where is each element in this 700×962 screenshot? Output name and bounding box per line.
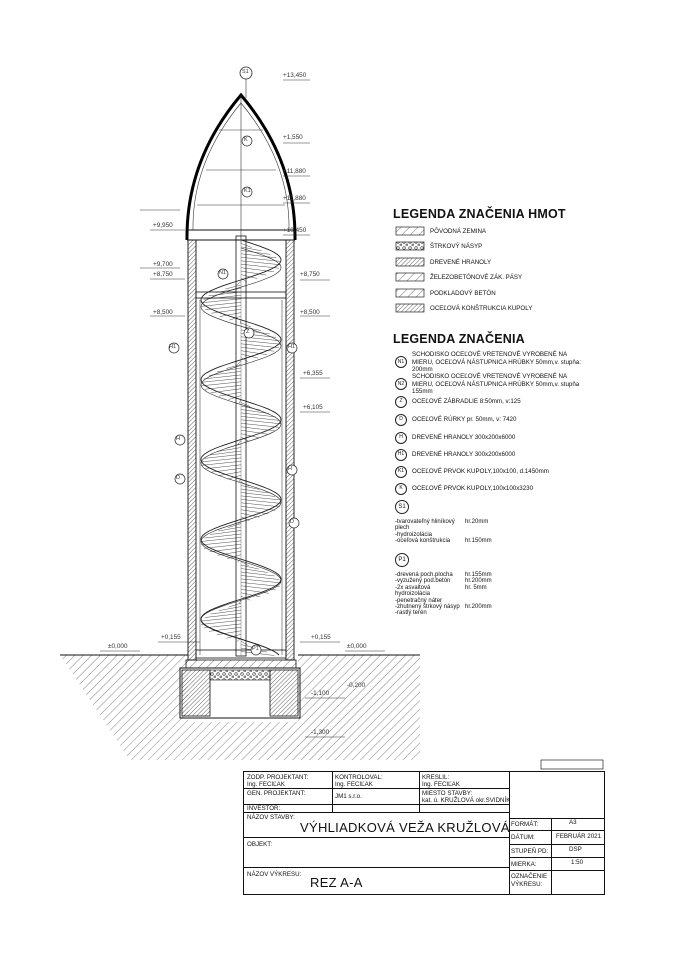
nazov-stavby-value: VÝHLIADKOVÁ VEŽA KRUŽLOVÁ <box>300 820 510 835</box>
layer-thickness: hr.200mm <box>465 604 492 611</box>
level-10450: +10,450 <box>283 227 307 234</box>
title-block <box>243 771 605 895</box>
kontroloval-value: Ing. FECIĽAK <box>335 781 373 788</box>
nazov-stavby-label: NÁZOV STAVBY: <box>247 814 295 821</box>
legend-mark-symbol: H1 <box>395 449 407 461</box>
tag-p1-label: P1 <box>252 646 259 652</box>
format-value: A3 <box>569 819 577 826</box>
section-s1-layers <box>395 519 492 545</box>
datum-value: FEBRUÁR 2021 <box>556 833 602 840</box>
stair-tread <box>201 458 241 462</box>
tag-d-left-label: D <box>176 475 180 481</box>
tag-h-left-label: H <box>176 436 180 442</box>
nazov-vykresu-label: NÁZOV VÝKRESU: <box>247 871 302 878</box>
stair-tread <box>205 385 241 389</box>
tag-n1-label: N1 <box>219 270 227 276</box>
layer-name: -rastlý terén <box>395 610 427 617</box>
level-8500-a: +8,500 <box>153 309 173 316</box>
stair-tread <box>241 406 260 410</box>
level-6105: +6,105 <box>303 404 323 411</box>
legend-material-item: ŽELEZOBETÓNOVÉ ZÁK. PÁSY <box>430 274 523 281</box>
tag-k1-label: K1 <box>244 188 251 194</box>
layer-name: -penetračný náter <box>395 597 443 604</box>
tag-s1-label: S1 <box>242 69 249 75</box>
layer-thickness: hr.155mm <box>465 572 492 578</box>
nazov-vykresu-value: REZ A-A <box>310 875 363 890</box>
stair-tread <box>241 264 279 268</box>
legend-material-item: OCEĽOVÁ KONŠTRUKCIA KUPOLY <box>430 305 533 312</box>
layer-name: -drevená poch.plocha <box>395 572 453 578</box>
legend-mark-symbol: H <box>395 432 407 444</box>
stair-tread <box>205 534 242 538</box>
vykresu-label: VÝKRESU: <box>511 881 543 888</box>
legend-mark-text: OCEĽOVÉ PRVOK KUPOLY,100x100, d.1450mm <box>412 468 549 476</box>
stair-tread <box>201 620 241 624</box>
stair-tread <box>241 344 279 348</box>
level-0155-a: +0,155 <box>161 634 181 641</box>
legend-mark-text: SCHODISKO OCEĽOVÉ VRETENOVÉ VYROBENÉ NA MIERU, OCEĽOVÁ NÁSTUPNICA HRÚBKY 50mm,v. stupňa: 200mm <box>412 351 581 373</box>
legend-mark-text: OCEĽOVÉ RÚRKY pr. 50mm, v: 7420 <box>412 416 517 424</box>
legend-materials-title: LEGENDA ZNAČENIA HMOT <box>393 207 566 221</box>
foundation <box>180 660 300 718</box>
stair-tread <box>241 416 280 420</box>
kreslil-label: KRESLIL: <box>422 774 450 781</box>
stair-tread <box>201 378 241 382</box>
legend-mark-symbol: N2 <box>395 378 407 390</box>
layer-name: -2x asvaltová hydroizolácia <box>395 584 431 598</box>
stair-tread <box>241 486 260 490</box>
level-11880-b: +11,880 <box>283 195 306 202</box>
layer-name: -tvarovateľný hliníkový plech <box>395 519 455 532</box>
level-6355: +6,355 <box>303 370 323 377</box>
level-11880-a: +11,880 <box>283 168 306 175</box>
legend-mark-symbol: K1 <box>395 466 407 478</box>
stair-tread <box>217 368 241 372</box>
section-p1-tag: P1 <box>395 553 409 567</box>
stair-tread <box>202 382 241 386</box>
level-1550: +1,550 <box>283 134 303 141</box>
stair-tread <box>241 340 281 344</box>
legend-mark-item <box>395 373 585 396</box>
oznacenie-label: OZNAČENIE <box>511 873 548 880</box>
level-8750-a: +8,750 <box>153 271 173 278</box>
legend-material-item: PÔVODNÁ ZEMINA <box>430 228 487 235</box>
kreslil-value: Ing. FECIĽAK <box>422 781 460 788</box>
objekt-label: OBJEKT: <box>247 841 273 848</box>
legend-mark-item <box>395 351 585 374</box>
legend-mark-text: DREVENÉ HRANOLY 300x200x6000 <box>412 451 516 459</box>
stair-tread <box>241 261 281 265</box>
stair-tread <box>241 482 249 486</box>
tag-d-right-label: D <box>290 519 294 525</box>
stair-tread <box>241 641 248 645</box>
level-0155-b: +0,155 <box>311 634 331 641</box>
section-s1-tag: S1 <box>395 500 409 514</box>
level-0000-b: ±0,000 <box>347 643 367 650</box>
stair-tread <box>237 361 241 365</box>
stair-tread <box>204 624 241 628</box>
legend-marks-title: LEGENDA ZNAČENIA <box>393 332 525 346</box>
legend-mark-text: OCEĽOVÉ PRVOK KUPOLY,100x100x3230 <box>412 485 534 493</box>
stair-tread <box>241 503 280 507</box>
level-8750-b: +8,750 <box>300 271 320 278</box>
stair-tread <box>204 544 241 548</box>
miesto-value: kat. ú. KRUŽLOVÁ okr.SVIDNÍK <box>422 797 511 804</box>
dome-roof <box>187 95 295 240</box>
stair-tread <box>218 448 242 452</box>
level-minus-1300: -1,300 <box>311 729 330 736</box>
legend-mark-symbol: D <box>395 414 407 426</box>
stair-tread <box>218 527 241 531</box>
legend-mark-symbol: N1 <box>395 356 407 368</box>
tag-h-right-label: H <box>288 466 292 472</box>
legend-mark-text: DREVENÉ HRANOLY 300x200x6000 <box>412 434 516 442</box>
mierka-value: 1:50 <box>571 859 584 866</box>
gen-value: JM1 s.r.o. <box>335 793 362 800</box>
layer-thickness: hr.20mm <box>465 519 489 525</box>
stair-tread <box>241 420 281 424</box>
legend-mark-item <box>395 432 585 444</box>
mierka-label: MIERKA: <box>511 861 537 868</box>
stair-tread <box>241 569 268 573</box>
investor-label: INVESTOR: <box>247 805 281 812</box>
stair-tread <box>236 282 241 286</box>
tag-z-label: Z <box>246 329 250 335</box>
layer-thickness: hr.150mm <box>465 538 492 545</box>
layer-thickness: hr.200mm <box>465 578 492 585</box>
title-block-stamp-box <box>541 760 603 769</box>
legend-mark-item <box>395 449 585 461</box>
stair-tread <box>241 489 268 493</box>
gen-label: GEN. PROJEKTANT: <box>247 790 306 797</box>
stair-tread <box>218 472 241 476</box>
zodp-label: ZODP. PROJEKTANT: <box>247 774 309 781</box>
legend-material-item: DREVENÉ HRANOLY <box>430 259 492 266</box>
stair-tread <box>241 582 280 586</box>
stair-tread <box>201 541 241 545</box>
layer-name: -hydroizolácia <box>395 531 433 538</box>
datum-label: DÁTUM: <box>511 834 535 841</box>
stair-tread <box>201 537 241 541</box>
legend-mark-item <box>395 396 585 408</box>
kontroloval-label: KONTROLOVAL: <box>335 774 383 781</box>
miesto-label: MIESTO STAVBY: <box>422 790 473 797</box>
legend-mark-text: OCEĽOVÉ ZÁBRADLIE 8:50mm, v:125 <box>412 398 521 406</box>
stair-tread <box>241 423 279 427</box>
level-minus-1100: -1,100 <box>311 690 330 697</box>
tag-h1-left-label: H1 <box>169 344 177 350</box>
level-minus-0200: -0,200 <box>347 682 366 689</box>
legend-material-item: ŠTRKOVÝ NÁSYP <box>430 243 483 250</box>
level-0000-a: ±0,000 <box>108 643 128 650</box>
level-top: +13,450 <box>283 72 307 79</box>
section-p1-layers <box>395 572 492 617</box>
layer-name: -zhutnený štrkový násyp <box>395 604 460 611</box>
stair-tread <box>201 461 241 465</box>
stair-tread <box>227 444 241 448</box>
level-8500-b: +8,500 <box>300 309 320 316</box>
legend-material-item: PODKLADOVÝ BETÓN <box>430 290 496 297</box>
stair-tread <box>211 610 241 614</box>
legend-mark-item <box>395 483 585 495</box>
tag-h1-right-label: H1 <box>288 344 296 350</box>
stair-tread <box>241 257 280 261</box>
tag-k-label: K <box>244 137 248 143</box>
zodp-value: Ing. FECIĽAK <box>247 781 285 788</box>
stair-tread <box>226 285 242 289</box>
stair-tread <box>241 499 281 503</box>
level-9950: +9,950 <box>153 222 173 229</box>
stair-tread <box>218 551 242 555</box>
stupen-value: DSP <box>569 846 582 853</box>
legend-mark-symbol: Z <box>395 396 407 408</box>
stair-tread <box>241 250 270 254</box>
stair-tread <box>241 579 281 583</box>
stair-tread <box>202 302 241 306</box>
legend-mark-text: SCHODISKO OCEĽOVÉ VRETENOVÉ VYROBENÉ NA MIERU, OCEĽOVÁ NÁSTUPNICA HRÚBKY 50mm,v. stupňa 155mm <box>412 373 580 395</box>
layer-name: -oceľová konštrukcia <box>395 538 451 545</box>
stair-tread <box>205 614 241 618</box>
stair-tread <box>241 410 269 414</box>
stair-tread <box>219 607 241 611</box>
stair-tread <box>202 617 241 621</box>
stair-tread <box>205 465 242 469</box>
legend-mark-item <box>395 414 585 426</box>
level-9700: +9,700 <box>153 261 173 268</box>
format-label: FORMÁT: <box>511 821 539 828</box>
layer-thickness: hr. 5mm <box>465 584 487 591</box>
level-lines <box>100 80 385 737</box>
legend-swatches <box>396 227 424 312</box>
legend-mark-item <box>395 466 585 478</box>
stair-tread <box>241 576 279 580</box>
legend-mark-symbol: K <box>395 483 407 495</box>
layer-name: -vyzužený pod.betón <box>395 578 451 585</box>
stupen-label: STUPEŇ PD: <box>511 848 549 855</box>
